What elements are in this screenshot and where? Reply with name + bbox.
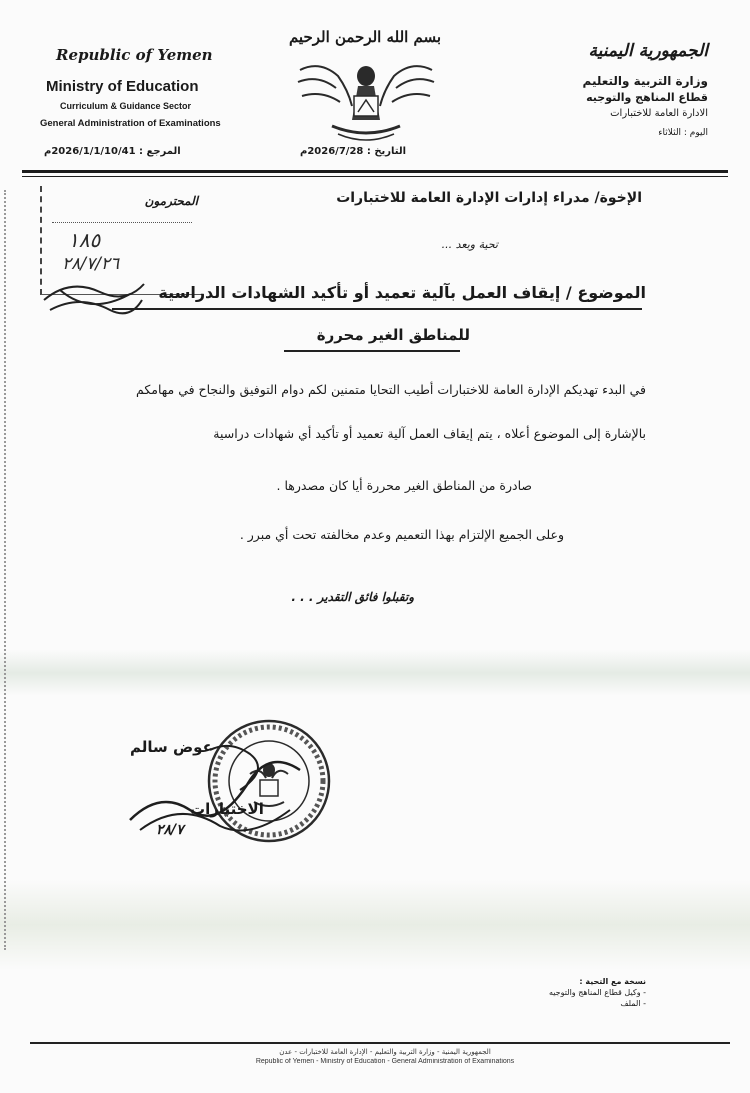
header-rule-thick	[22, 170, 728, 173]
ar-administration: الادارة العامة للاختبارات	[610, 108, 708, 119]
closing: وتقبلوا فائق التقدير . . .	[291, 590, 414, 604]
cc-line-2: - الملف	[620, 999, 646, 1008]
date-field: التاريخ : 2026/7/28م	[300, 146, 407, 157]
cc-block	[486, 976, 646, 1009]
yemen-eagle-emblem	[292, 40, 440, 148]
reference-field: المرجع : 2026/1/1/10/41م	[44, 146, 181, 157]
paragraph-opening: في البدء تهديكم الإدارة العامة للاختبارات أطيب التحايا متمنين لكم دوام التوفيق والنجاح في مهامكم	[136, 382, 646, 397]
signatory-name: عوض سالم	[130, 738, 213, 756]
paragraph-source: صادرة من المناطق الغير محررة أيا كان مصدرها .	[276, 478, 532, 493]
basmala: بسم الله الرحمن الرحيم	[288, 28, 442, 46]
paragraph-compliance: وعلى الجميع الإلتزام بهذا التعميم وعدم مخالفته تحت أي مبرر .	[239, 527, 564, 542]
cc-heading: نسخة مع التحية :	[579, 977, 646, 986]
en-administration: General Administration of Examinations	[40, 118, 221, 129]
stamp-line	[52, 222, 192, 224]
stamp-date: ٢٨/٧/٢٦	[62, 254, 120, 274]
subject-line-2: للمناطق الغير محررة	[316, 326, 470, 344]
paragraph-reference: بالإشارة إلى الموضوع أعلاه ، يتم إيقاف العمل آلية تعميد أو تأكيد أي شهادات دراسية	[213, 426, 646, 441]
scan-edge-marks	[4, 190, 8, 950]
arabic-letterhead	[498, 40, 708, 140]
signature-scribble	[120, 730, 310, 840]
footer-english: Republic of Yemen - Ministry of Education - General Administration of Examinations	[255, 1058, 515, 1065]
en-sector: Curriculum & Guidance Sector	[60, 101, 192, 111]
stamp-number: ١٨٥	[68, 228, 101, 252]
scan-fade-band-lower	[0, 880, 750, 970]
subject-line-1: الموضوع / إيقاف العمل بآلية تعميد أو تأكيد الشهادات الدراسية	[158, 283, 646, 302]
initials-scribble	[40, 270, 150, 330]
addressee: الإخوة/ مدراء إدارات الإدارة العامة للاختبارات	[336, 190, 642, 206]
subject-underline-1	[112, 308, 642, 310]
scan-fade-band	[0, 650, 750, 696]
ar-day: اليوم : الثلاثاء	[658, 128, 708, 138]
signatory-title: الاختبارات	[190, 800, 264, 818]
footer-rule	[30, 1042, 730, 1044]
ar-ministry: وزارة التربية والتعليم	[582, 74, 708, 88]
signature-date: ٢٨/٧	[156, 822, 184, 838]
ar-sector: قطاع المناهج والتوجيه	[586, 91, 708, 104]
greeting: تحية وبعد ...	[441, 238, 498, 251]
stamp-title: المحترمون	[144, 194, 198, 208]
en-ministry: Ministry of Education	[46, 78, 199, 95]
cc-line-1: - وكيل قطاع المناهج والتوجيه	[548, 988, 646, 997]
header-rule-thin	[22, 176, 728, 177]
footer-arabic: الجمهورية اليمنية - وزارة التربية والتعليم - الإدارة العامة للاختبارات - عدن	[279, 1048, 491, 1056]
en-republic: Republic of Yemen	[56, 46, 213, 64]
ar-republic: الجمهورية اليمنية	[588, 41, 708, 61]
subject-underline-2	[284, 350, 460, 352]
